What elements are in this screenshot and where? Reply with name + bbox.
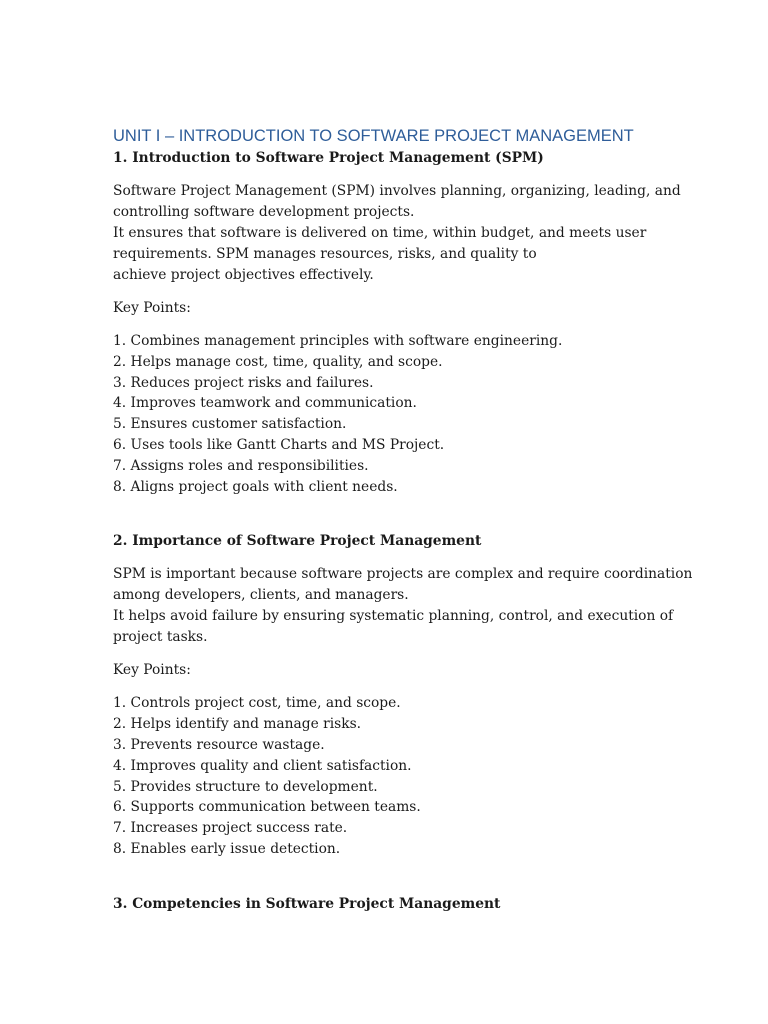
list-item: 8. Aligns project goals with client needs. [113,478,398,495]
paragraph-line: among developers, clients, and managers. [113,587,409,604]
paragraph-line: SPM is important because software projects are complex and require coordination [113,566,693,583]
paragraph-line: achieve project objectives effectively. [113,267,374,283]
paragraph-line: Software Project Management (SPM) involves planning, organizing, leading, and [113,183,681,199]
paragraph-line: controlling software development projects. [113,204,415,220]
list-item: 4. Improves quality and client satisfaction. [113,757,412,774]
list-item: 8. Enables early issue detection. [113,840,341,857]
list-item: 7. Increases project success rate. [113,820,348,837]
key-points-label: Key Points: [113,300,191,316]
list-item: 4. Improves teamwork and communication. [113,395,417,412]
section-heading: 3. Competencies in Software Project Management [113,895,501,912]
unit-title: UNIT I – INTRODUCTION TO SOFTWARE PROJECT MANAGEMENT [113,127,634,145]
key-points-label: Key Points: [113,662,191,679]
list-item: 1. Combines management principles with software engineering. [113,333,563,349]
list-item: 1. Controls project cost, time, and scope. [113,695,401,712]
paragraph-line: It ensures that software is delivered on time, within budget, and meets user [113,225,647,241]
list-item: 3. Prevents resource wastage. [113,736,325,753]
list-item: 5. Provides structure to development. [113,778,378,795]
section-heading: 2. Importance of Software Project Management [113,533,482,550]
list-item: 3. Reduces project risks and failures. [113,374,374,391]
list-item: 6. Supports communication between teams. [113,799,421,816]
paragraph-line: It helps avoid failure by ensuring systematic planning, control, and execution of [113,608,674,625]
list-item: 7. Assigns roles and responsibilities. [113,457,369,474]
list-item: 2. Helps identify and manage risks. [113,716,362,733]
paragraph-line: project tasks. [113,629,208,646]
section-heading: 1. Introduction to Software Project Management (SPM) [113,150,544,166]
paragraph-line: requirements. SPM manages resources, risks, and quality to [113,246,537,262]
list-item: 6. Uses tools like Gantt Charts and MS Project. [113,436,445,453]
section-paragraph [113,564,693,648]
section-paragraph [113,181,681,286]
key-points-list [113,693,673,859]
list-item: 2. Helps manage cost, time, quality, and scope. [113,353,443,370]
key-points-list [113,331,673,497]
document-page [113,126,693,915]
list-item: 5. Ensures customer satisfaction. [113,416,347,433]
